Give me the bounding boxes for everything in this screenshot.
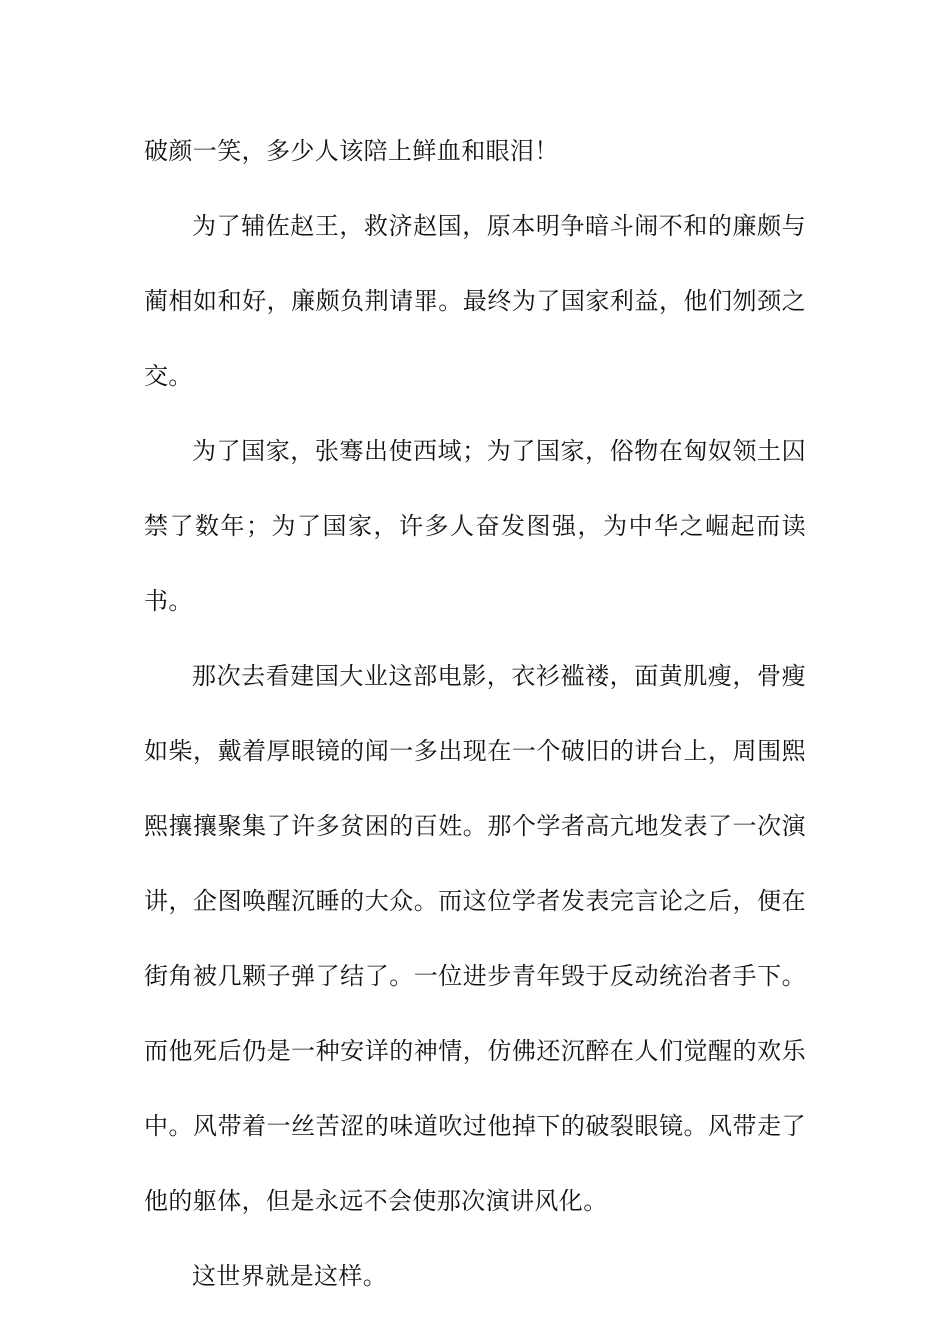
paragraph-5: 这世界就是这样。 — [192, 1262, 388, 1290]
paragraph-1: 破颜一笑，多少人该陪上鲜血和眼泪！ — [144, 137, 559, 165]
paragraph-2: 为了辅佐赵王，救济赵国，原本明争暗斗闹不和的廉颇与蔺相如和好，廉颇负荆请罪。最终为了国家利益，他们刎颈之交。 — [144, 212, 806, 390]
document-body — [144, 114, 806, 1314]
paragraph-4: 那次去看建国大业这部电影，衣衫褴褛，面黄肌瘦，骨瘦如柴，戴着厚眼镜的闻一多出现在一个破旧的讲台上，周围熙熙攘攘聚集了许多贫困的百姓。那个学者高亢地发表了一次演讲，企图唤醒沉睡的大众。而这位学者发表完言论之后，便在街角被几颗子弹了结了。一位进步青年毁于反动统治者手下。而他死后仍是一种安详的神情，仿佛还沉醉在人们觉醒的欢乐中。风带着一丝苦涩的味道吹过他掉下的破裂眼镜。风带走了他的躯体，但是永远不会使那次演讲风化。 — [144, 662, 806, 1215]
paragraph-3: 为了国家，张骞出使西域；为了国家，俗物在匈奴领土囚禁了数年；为了国家，许多人奋发图强，为中华之崛起而读书。 — [144, 437, 806, 615]
